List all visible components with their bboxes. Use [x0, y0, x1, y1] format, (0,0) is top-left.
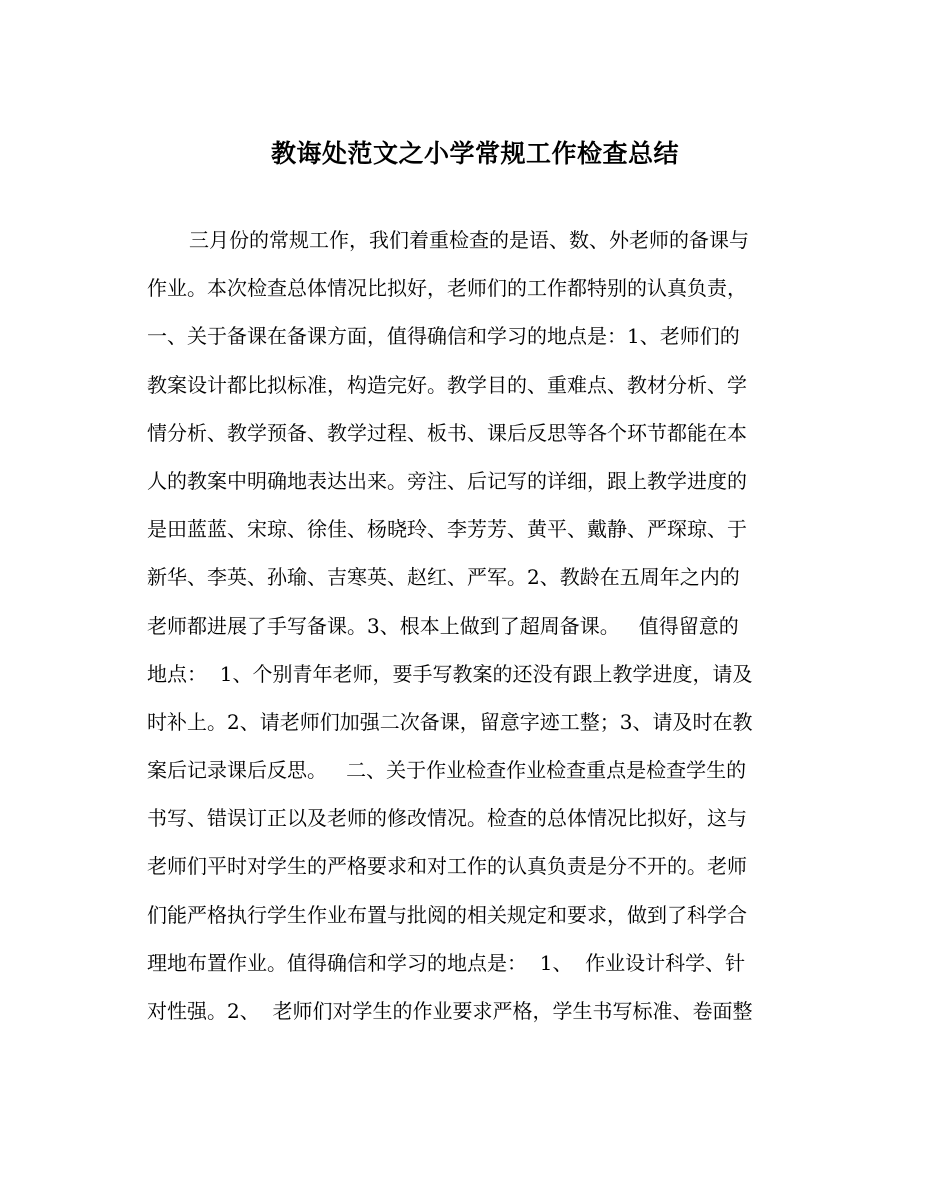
body-line: 情分析、教学预备、教学过程、板书、课后反思等各个环节都能在本: [147, 420, 747, 445]
body-line: 老师都进展了手写备课。3、根本上做到了超周备课。 值得留意的: [147, 613, 739, 638]
body-line: 是田蓝蓝、宋琼、徐佳、杨晓玲、李芳芳、黄平、戴静、严琛琼、于: [147, 517, 747, 542]
body-line: 一、关于备课在备课方面，值得确信和学习的地点是：1、老师们的: [147, 324, 740, 349]
body-line: 案后记录课后反思。 二、关于作业检查作业检查重点是检查学生的: [147, 758, 747, 783]
document-body: [147, 216, 807, 1035]
body-line: 理地布置作业。值得确信和学习的地点是： 1、 作业设计科学、针: [147, 950, 746, 975]
body-line: 新华、李英、孙瑜、吉寒英、赵红、严军。2、教龄在五周年之内的: [147, 565, 740, 590]
document-title: 教诲处范文之小学常规工作检查总结: [270, 139, 679, 168]
body-line: 地点： 1、个别青年老师，要手写教案的还没有跟上教学进度，请及: [147, 661, 753, 686]
body-line: 教案设计都比拟标准，构造完好。教学目的、重难点、教材分析、学: [147, 372, 747, 397]
body-line: 三月份的常规工作，我们着重检查的是语、数、外老师的备课与: [189, 228, 749, 252]
body-line: 作业。本次检查总体情况比拟好，老师们的工作都特别的认真负责，: [147, 276, 747, 301]
body-line: 时补上。2、请老师们加强二次备课，留意字迹工整；3、请及时在教: [147, 709, 753, 734]
body-line: 人的教案中明确地表达出来。旁注、后记写的详细，跟上教学进度的: [147, 468, 747, 493]
body-line: 们能严格执行学生作业布置与批阅的相关规定和要求，做到了科学合: [147, 902, 747, 927]
body-line: 对性强。2、 老师们对学生的作业要求严格，学生书写标准、卷面整: [147, 999, 753, 1023]
body-line: 书写、错误订正以及老师的修改情况。检查的总体情况比拟好，这与: [147, 806, 747, 831]
body-line: 老师们平时对学生的严格要求和对工作的认真负责是分不开的。老师: [147, 854, 747, 879]
